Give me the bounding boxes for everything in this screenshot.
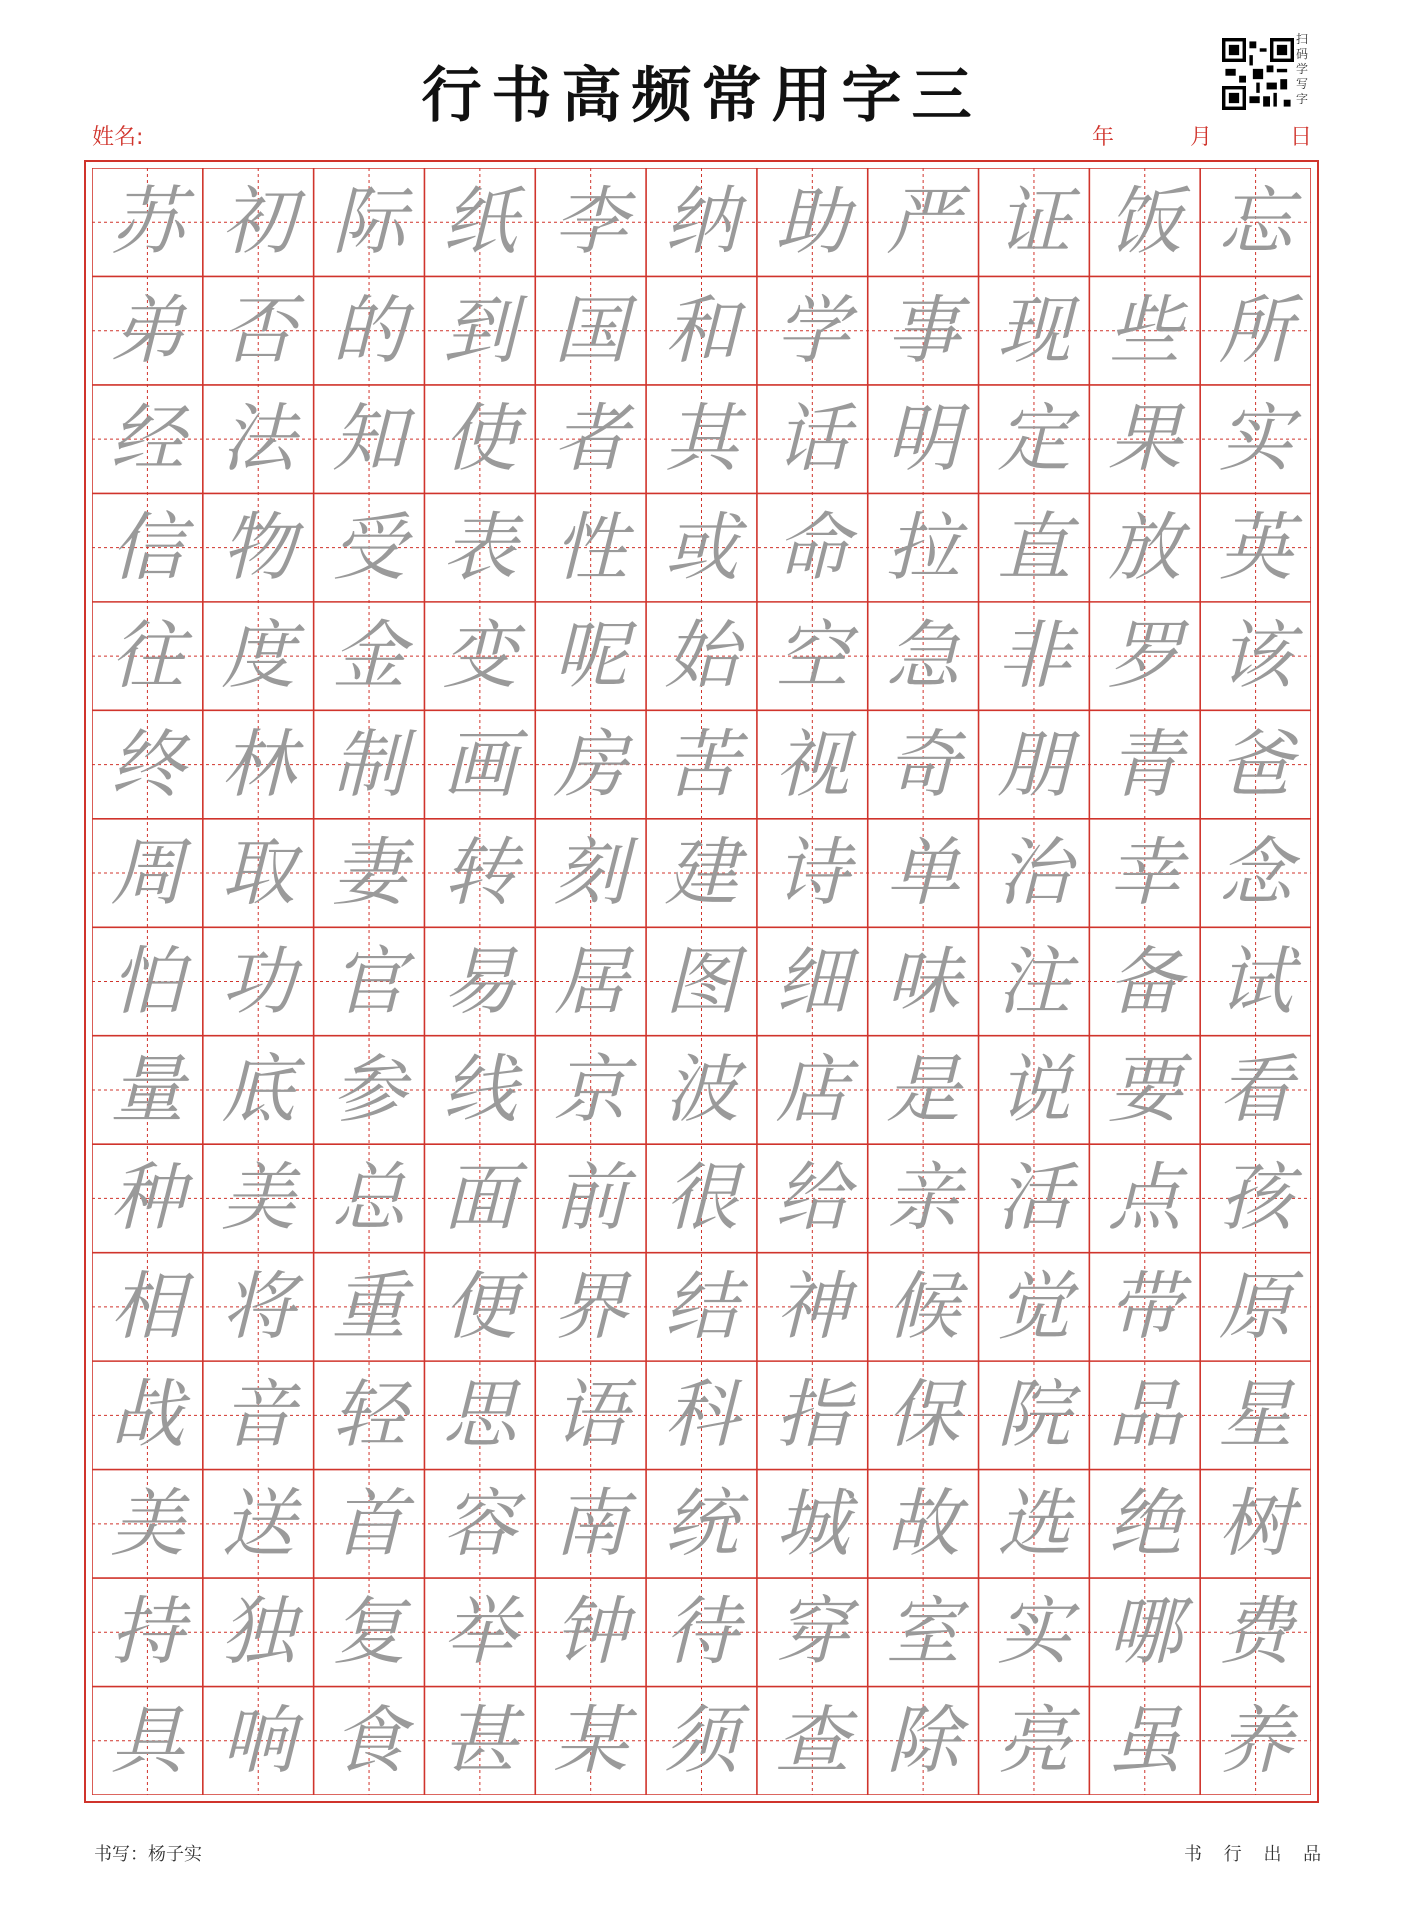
practice-character: 线 <box>442 1046 517 1133</box>
practice-character: 制 <box>332 721 407 808</box>
practice-character: 须 <box>664 1697 739 1784</box>
practice-character: 图 <box>664 938 739 1025</box>
practice-character: 明 <box>886 396 961 483</box>
practice-character: 纸 <box>442 179 517 266</box>
practice-character: 哪 <box>1107 1589 1182 1676</box>
practice-character: 青 <box>1107 721 1182 808</box>
practice-character: 食 <box>332 1697 407 1784</box>
practice-character: 费 <box>1218 1589 1293 1676</box>
practice-character: 品 <box>1107 1372 1182 1459</box>
practice-character: 给 <box>775 1155 850 1242</box>
practice-character: 取 <box>221 830 296 917</box>
practice-character: 知 <box>332 396 407 483</box>
practice-character: 治 <box>996 830 1071 917</box>
practice-character: 原 <box>1218 1263 1293 1350</box>
practice-character: 战 <box>110 1372 185 1459</box>
practice-character: 性 <box>553 504 628 591</box>
practice-character: 京 <box>553 1046 628 1133</box>
practice-character: 放 <box>1107 504 1182 591</box>
practice-character: 些 <box>1107 287 1182 374</box>
practice-character: 林 <box>221 721 296 808</box>
practice-character: 否 <box>221 287 296 374</box>
practice-character: 结 <box>664 1263 739 1350</box>
practice-character: 虽 <box>1107 1697 1182 1784</box>
practice-character: 独 <box>221 1589 296 1676</box>
practice-character: 事 <box>886 287 961 374</box>
practice-character: 很 <box>664 1155 739 1242</box>
practice-character: 定 <box>996 396 1071 483</box>
practice-character: 始 <box>664 613 739 700</box>
practice-character: 该 <box>1218 613 1293 700</box>
practice-character: 音 <box>221 1372 296 1459</box>
practice-character: 保 <box>886 1372 961 1459</box>
practice-character: 养 <box>1218 1697 1293 1784</box>
practice-character: 变 <box>442 613 517 700</box>
practice-character: 首 <box>332 1480 407 1567</box>
date-month-label: 月 <box>1190 125 1213 150</box>
practice-character: 视 <box>775 721 850 808</box>
practice-character: 受 <box>332 504 407 591</box>
practice-character: 严 <box>886 179 961 266</box>
practice-character: 是 <box>886 1046 961 1133</box>
practice-character: 钟 <box>553 1589 628 1676</box>
practice-character: 拉 <box>886 504 961 591</box>
practice-character: 底 <box>221 1046 296 1133</box>
practice-character: 忘 <box>1218 179 1293 266</box>
practice-character: 爸 <box>1218 721 1293 808</box>
practice-character: 苦 <box>664 721 739 808</box>
practice-character: 话 <box>775 396 850 483</box>
practice-character: 待 <box>664 1589 739 1676</box>
practice-character: 所 <box>1218 287 1293 374</box>
practice-character: 参 <box>332 1046 407 1133</box>
practice-character: 建 <box>664 830 739 917</box>
practice-character: 实 <box>996 1589 1071 1676</box>
practice-character: 果 <box>1107 396 1182 483</box>
practice-character: 功 <box>221 938 296 1025</box>
practice-character: 使 <box>442 396 517 483</box>
practice-character: 思 <box>442 1372 517 1459</box>
practice-character: 除 <box>886 1697 961 1784</box>
practice-character: 甚 <box>442 1697 517 1784</box>
practice-character: 国 <box>553 287 628 374</box>
practice-character: 查 <box>775 1697 850 1784</box>
practice-character: 妻 <box>332 830 407 917</box>
practice-character: 亮 <box>996 1697 1071 1784</box>
practice-character: 说 <box>996 1046 1071 1133</box>
practice-character: 轻 <box>332 1372 407 1459</box>
practice-character: 念 <box>1218 830 1293 917</box>
practice-character: 急 <box>886 613 961 700</box>
practice-character: 便 <box>442 1263 517 1350</box>
practice-character: 波 <box>664 1046 739 1133</box>
practice-character: 奇 <box>886 721 961 808</box>
practice-character: 觉 <box>996 1263 1071 1350</box>
practice-character: 举 <box>442 1589 517 1676</box>
practice-character: 信 <box>110 504 185 591</box>
practice-character: 总 <box>332 1155 407 1242</box>
practice-character: 树 <box>1218 1480 1293 1567</box>
practice-character: 易 <box>442 938 517 1025</box>
practice-character: 表 <box>442 504 517 591</box>
practice-character: 选 <box>996 1480 1071 1567</box>
practice-character: 指 <box>775 1372 850 1459</box>
practice-character: 单 <box>886 830 961 917</box>
practice-character: 送 <box>221 1480 296 1567</box>
name-label: 姓名: <box>92 125 144 150</box>
page-title: 行书高频常用字三 <box>421 61 982 131</box>
practice-character: 候 <box>886 1263 961 1350</box>
practice-character: 空 <box>775 613 850 700</box>
practice-character: 房 <box>553 721 628 808</box>
practice-character: 画 <box>442 721 517 808</box>
practice-character: 量 <box>110 1046 185 1133</box>
practice-character: 官 <box>332 938 407 1025</box>
practice-character: 和 <box>664 287 739 374</box>
practice-character: 周 <box>110 830 185 917</box>
practice-character: 某 <box>553 1697 628 1784</box>
practice-character: 语 <box>553 1372 628 1459</box>
practice-character: 室 <box>886 1589 961 1676</box>
practice-character: 到 <box>442 287 517 374</box>
practice-character: 具 <box>110 1697 185 1784</box>
practice-character: 刻 <box>553 830 628 917</box>
practice-character: 命 <box>775 504 850 591</box>
practice-character: 味 <box>886 938 961 1025</box>
practice-character: 幸 <box>1107 830 1182 917</box>
practice-character: 非 <box>996 613 1071 700</box>
practice-character: 美 <box>221 1155 296 1242</box>
date-day-label: 日 <box>1290 125 1313 150</box>
practice-character: 绝 <box>1107 1480 1182 1567</box>
practice-character: 助 <box>775 179 850 266</box>
practice-character: 金 <box>332 613 407 700</box>
practice-character: 店 <box>775 1046 850 1133</box>
practice-character: 面 <box>442 1155 517 1242</box>
practice-character: 李 <box>553 179 628 266</box>
practice-character: 实 <box>1218 396 1293 483</box>
practice-character: 神 <box>775 1263 850 1350</box>
qr-caption: 扫码学写字 <box>1296 32 1309 106</box>
practice-character: 居 <box>553 938 628 1025</box>
practice-character: 饭 <box>1107 179 1182 266</box>
practice-character: 初 <box>221 179 296 266</box>
practice-character: 直 <box>996 504 1071 591</box>
practice-character: 城 <box>775 1480 850 1567</box>
practice-character: 物 <box>221 504 296 591</box>
practice-character: 容 <box>442 1480 517 1567</box>
practice-character: 往 <box>110 613 185 700</box>
practice-character: 看 <box>1218 1046 1293 1133</box>
practice-character: 的 <box>332 287 407 374</box>
practice-character: 统 <box>664 1480 739 1567</box>
practice-character: 怕 <box>110 938 185 1025</box>
practice-character: 注 <box>996 938 1071 1025</box>
practice-character: 美 <box>110 1480 185 1567</box>
practice-character: 纳 <box>664 179 739 266</box>
practice-character: 种 <box>110 1155 185 1242</box>
footer-publisher: 书 行 出 品 <box>1184 1844 1330 1865</box>
practice-character: 复 <box>332 1589 407 1676</box>
practice-character: 穿 <box>775 1589 850 1676</box>
practice-character: 朋 <box>996 721 1071 808</box>
practice-character: 细 <box>775 938 850 1025</box>
footer-writer: 书写：杨子实 <box>94 1844 202 1865</box>
practice-character: 弟 <box>110 287 185 374</box>
practice-character: 经 <box>110 396 185 483</box>
practice-character: 罗 <box>1107 613 1182 700</box>
practice-character: 前 <box>553 1155 628 1242</box>
practice-character: 南 <box>553 1480 628 1567</box>
date-year-label: 年 <box>1092 125 1115 150</box>
practice-character: 备 <box>1107 938 1182 1025</box>
practice-character: 故 <box>886 1480 961 1567</box>
practice-character: 界 <box>553 1263 628 1350</box>
practice-character: 点 <box>1107 1155 1182 1242</box>
practice-character: 将 <box>221 1263 296 1350</box>
practice-character: 者 <box>553 396 628 483</box>
practice-character: 院 <box>996 1372 1071 1459</box>
practice-character: 要 <box>1107 1046 1182 1133</box>
practice-character: 持 <box>110 1589 185 1676</box>
practice-character: 或 <box>664 504 739 591</box>
practice-character: 亲 <box>886 1155 961 1242</box>
qr-code-icon <box>1222 38 1294 110</box>
practice-character: 度 <box>221 613 296 700</box>
practice-character: 转 <box>442 830 517 917</box>
practice-character: 科 <box>664 1372 739 1459</box>
practice-character: 响 <box>221 1697 296 1784</box>
practice-character: 诗 <box>775 830 850 917</box>
practice-character: 星 <box>1218 1372 1293 1459</box>
practice-character: 相 <box>110 1263 185 1350</box>
practice-character: 际 <box>332 179 407 266</box>
practice-character: 终 <box>110 721 185 808</box>
practice-character: 试 <box>1218 938 1293 1025</box>
practice-character: 现 <box>996 287 1071 374</box>
practice-character: 重 <box>332 1263 407 1350</box>
practice-character: 苏 <box>110 179 185 266</box>
practice-character: 带 <box>1107 1263 1182 1350</box>
practice-character: 孩 <box>1218 1155 1293 1242</box>
practice-character: 法 <box>221 396 296 483</box>
practice-character: 活 <box>996 1155 1071 1242</box>
practice-character: 学 <box>775 287 850 374</box>
practice-character: 呢 <box>553 613 628 700</box>
practice-character: 英 <box>1218 504 1293 591</box>
practice-character: 其 <box>664 396 739 483</box>
practice-character: 证 <box>996 179 1071 266</box>
